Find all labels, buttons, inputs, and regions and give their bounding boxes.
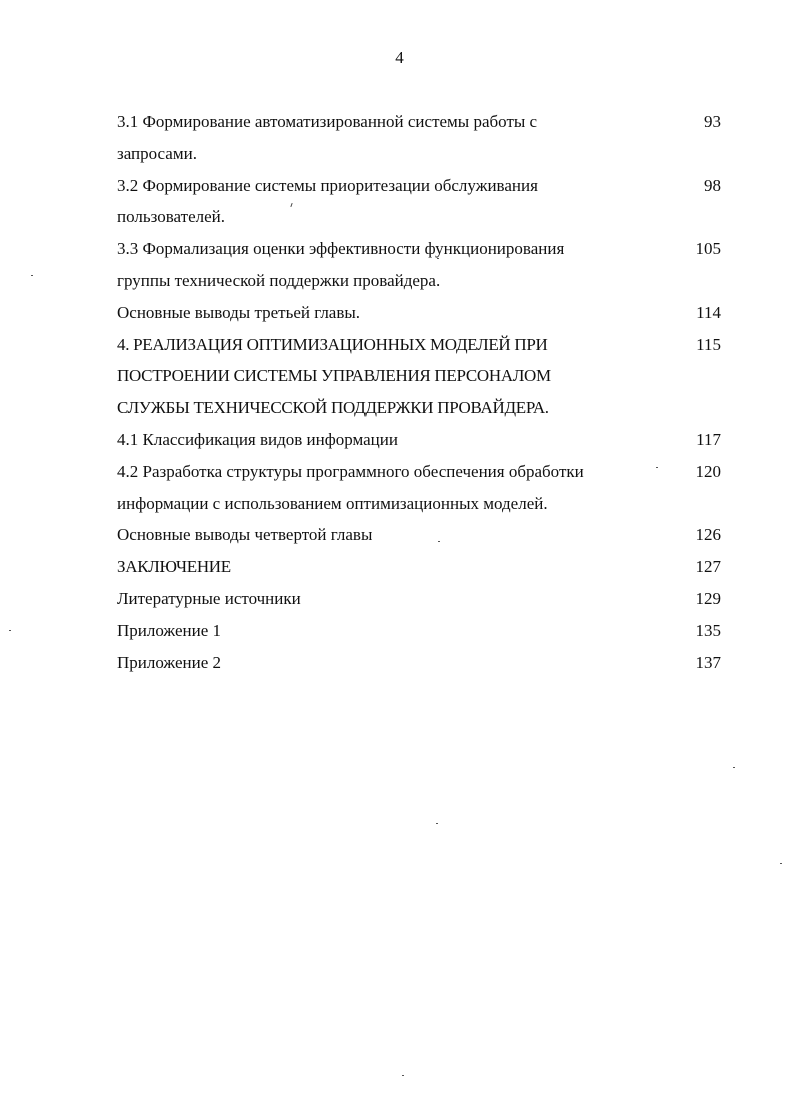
toc-entry-title: 4. РЕАЛИЗАЦИЯ ОПТИМИЗАЦИОННЫХ МОДЕЛЕЙ ПРИ bbox=[117, 334, 548, 354]
scan-speck bbox=[31, 275, 33, 276]
table-of-contents bbox=[117, 106, 721, 678]
toc-entry bbox=[117, 329, 721, 424]
toc-page-number: 120 bbox=[695, 461, 721, 481]
scan-speck bbox=[656, 467, 658, 468]
scan-speck bbox=[402, 1075, 404, 1076]
scan-speck bbox=[438, 541, 440, 542]
toc-entry bbox=[117, 233, 721, 297]
toc-page-number: 105 bbox=[695, 239, 721, 259]
page-number: 4 bbox=[395, 48, 404, 67]
toc-page-number: 98 bbox=[704, 175, 721, 195]
toc-page-number: 126 bbox=[695, 525, 721, 545]
scan-speck bbox=[780, 863, 782, 864]
toc-entry-title: 3.2 Формирование системы приоритезации обслуживания bbox=[117, 175, 538, 195]
toc-entry bbox=[117, 615, 721, 647]
toc-entry bbox=[117, 424, 721, 456]
toc-entry-title: ПОСТРОЕНИИ СИСТЕМЫ УПРАВЛЕНИЯ ПЕРСОНАЛОМ bbox=[117, 366, 551, 386]
scan-speck bbox=[9, 630, 11, 631]
toc-entry bbox=[117, 647, 721, 679]
toc-page-number: 114 bbox=[696, 302, 721, 322]
toc-page-number: 129 bbox=[695, 588, 721, 608]
toc-entry-title: пользователей. bbox=[117, 207, 225, 227]
toc-entry-title: 4.2 Разработка структуры программного обеспечения обработки bbox=[117, 461, 584, 481]
toc-page-number: 127 bbox=[695, 557, 721, 577]
toc-page-number: 93 bbox=[704, 112, 721, 131]
toc-entry-title: Приложение 2 bbox=[117, 652, 221, 672]
scan-speck bbox=[437, 258, 439, 259]
toc-entry-title: Литературные источники bbox=[117, 588, 301, 608]
toc-entry-title: ЗАКЛЮЧЕНИЕ bbox=[117, 557, 231, 577]
toc-page-number: 115 bbox=[696, 334, 721, 354]
toc-entry-title: группы технической поддержки провайдера. bbox=[117, 270, 441, 290]
toc-entry-title: 3.1 Формирование автоматизированной системы работы с bbox=[117, 112, 538, 131]
toc-page-number: 135 bbox=[695, 620, 721, 640]
scan-speck bbox=[733, 767, 735, 768]
toc-entry-title: запросами. bbox=[117, 143, 197, 163]
toc-entry-title: информации с использованием оптимизационных моделей. bbox=[117, 493, 548, 513]
toc-entry bbox=[117, 106, 721, 170]
toc-entry bbox=[117, 519, 721, 551]
toc-entry bbox=[117, 170, 721, 234]
toc-page-number: 117 bbox=[696, 429, 721, 449]
toc-entry bbox=[117, 297, 721, 329]
toc-entry bbox=[117, 551, 721, 583]
toc-entry bbox=[117, 583, 721, 615]
scan-speck bbox=[436, 823, 438, 824]
toc-entry bbox=[117, 456, 721, 520]
toc-entry-title: СЛУЖБЫ ТЕХНИЧЕССКОЙ ПОДДЕРЖКИ ПРОВАЙДЕРА. bbox=[117, 398, 549, 418]
toc-page-number: 137 bbox=[695, 652, 721, 672]
toc-entry-title: 4.1 Классификация видов информации bbox=[117, 429, 398, 449]
toc-entry-title: Основные выводы четвертой главы bbox=[117, 525, 373, 545]
toc-entry-title: Приложение 1 bbox=[117, 620, 221, 640]
toc-entry-title: 3.3 Формализация оценки эффективности функционирования bbox=[117, 239, 565, 259]
toc-entry-title: Основные выводы третьей главы. bbox=[117, 302, 361, 322]
